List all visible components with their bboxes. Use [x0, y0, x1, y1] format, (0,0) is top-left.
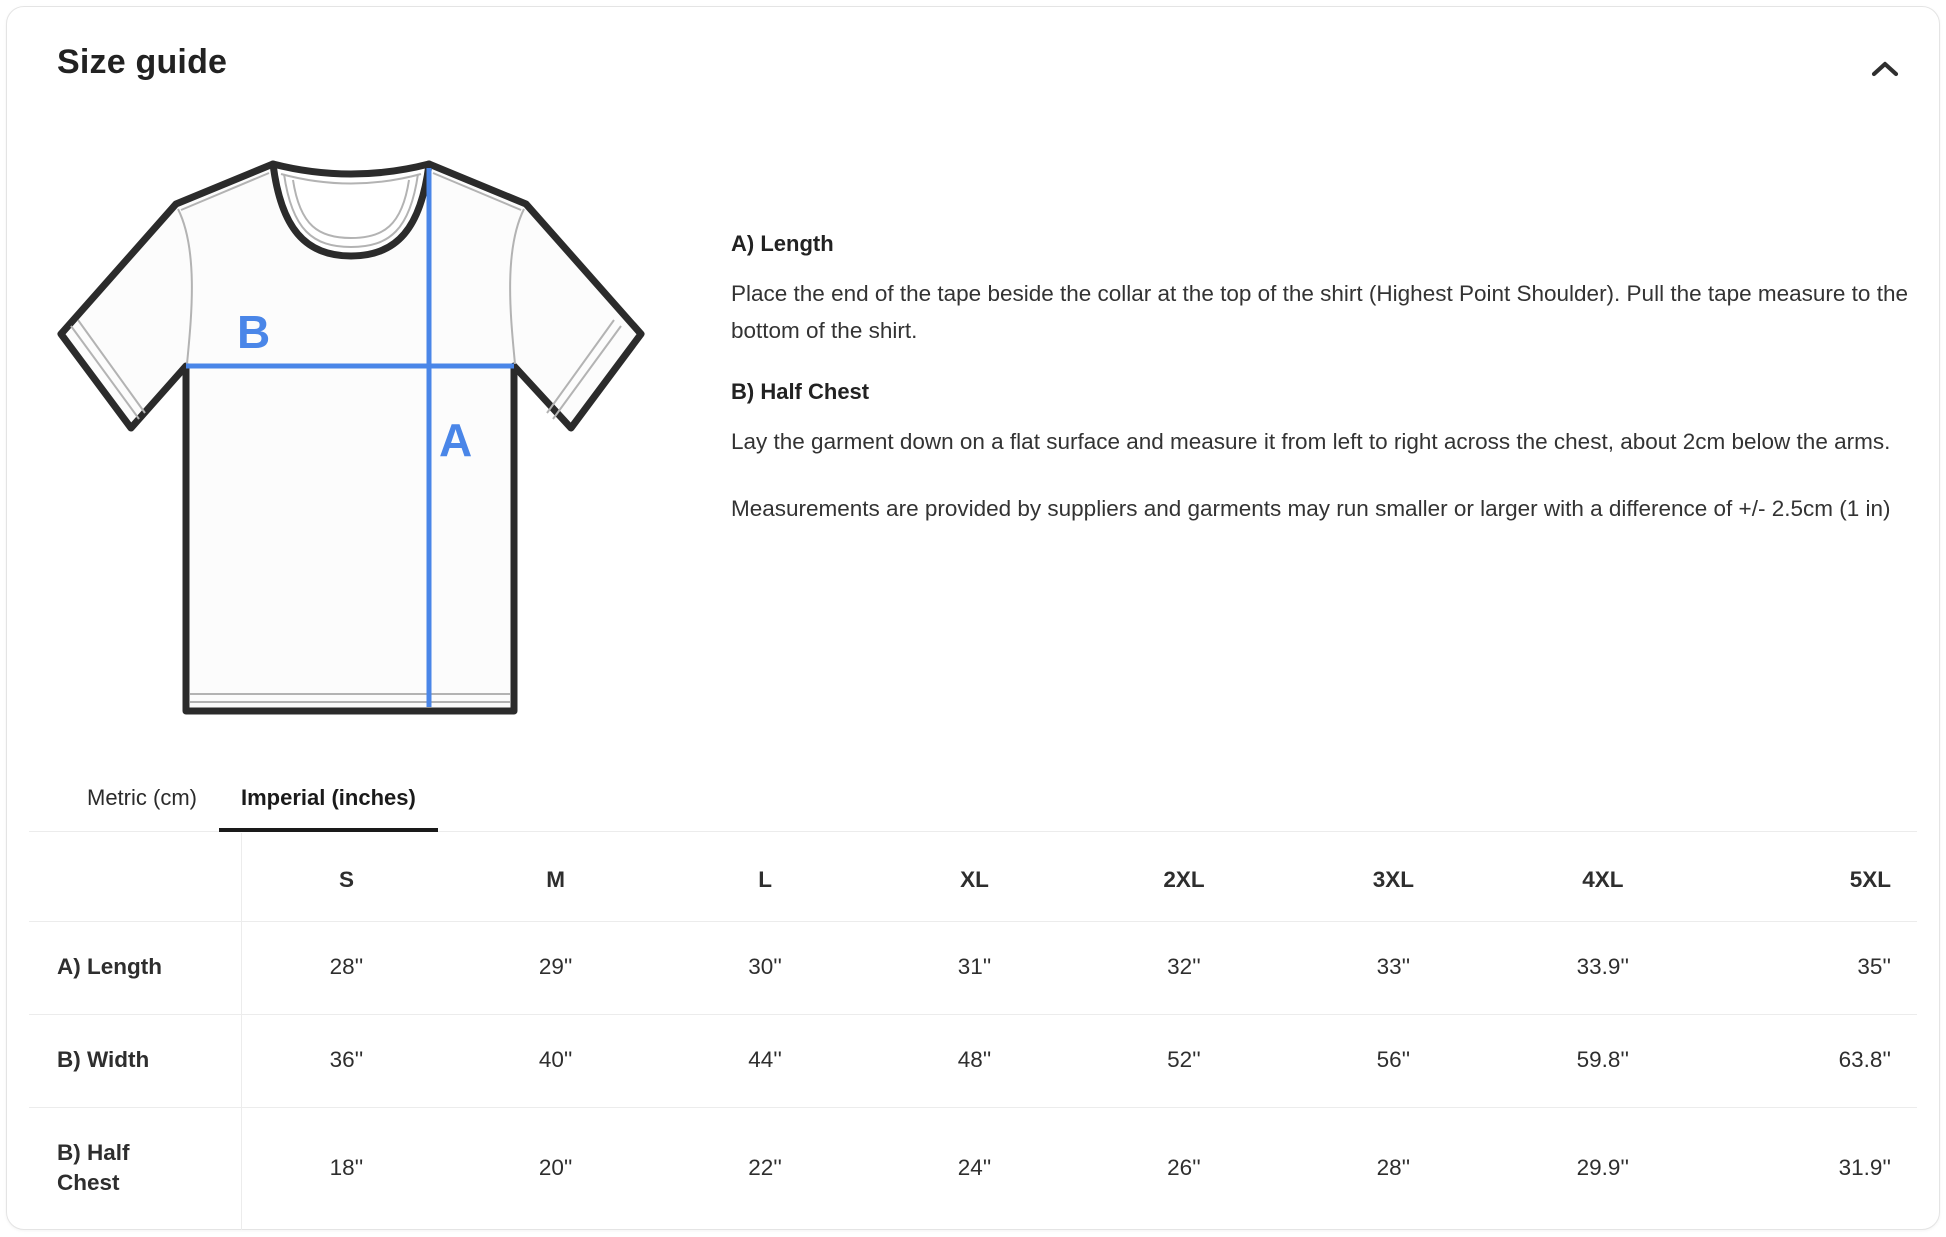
- size-value-cell: 29'': [451, 922, 660, 1015]
- table-row: [29, 922, 1917, 1015]
- size-table-header: [29, 833, 1917, 922]
- measure-label-a: A: [439, 414, 473, 466]
- row-label: B) Half Chest: [57, 1140, 130, 1195]
- tab-metric-cm[interactable]: Metric (cm): [65, 771, 219, 832]
- measurements-note: Measurements are provided by suppliers and garments may run smaller or larger with a difference of +/- 2.5cm (1 in): [731, 496, 1891, 521]
- size-column-header: 2XL: [1079, 833, 1288, 922]
- row-header-cell: [29, 922, 242, 1015]
- size-value-cell: 36'': [242, 1015, 451, 1108]
- size-table-body: [29, 922, 1917, 1231]
- size-value-cell: 24'': [957, 1155, 992, 1180]
- tshirt-collar: [273, 164, 429, 174]
- row-label: A) Length: [57, 954, 162, 979]
- measure-label-b: B: [237, 306, 271, 358]
- size-value-cell: 35'': [1708, 922, 1917, 1015]
- size-table-corner-cell: [29, 833, 242, 922]
- size-value-cell: 22'': [748, 1155, 782, 1180]
- row-label: B) Width: [57, 1047, 150, 1072]
- size-column-header: L: [660, 833, 869, 922]
- measurement-instructions: [731, 231, 1926, 557]
- size-value-cell: 20'': [538, 1155, 573, 1180]
- size-column-header: 4XL: [1498, 833, 1707, 922]
- size-value-cell: 52'': [1079, 1015, 1288, 1108]
- size-value-cell: 63.8'': [1708, 1015, 1917, 1108]
- size-column-header: 3XL: [1289, 833, 1498, 922]
- tshirt-diagram: [41, 126, 651, 726]
- size-value-cell: 33'': [1289, 922, 1498, 1015]
- row-header-cell: [29, 1108, 242, 1231]
- size-column-header: S: [242, 833, 451, 922]
- chevron-up-icon: [1870, 60, 1900, 78]
- collapse-button[interactable]: [1861, 45, 1909, 93]
- size-table-header-row: [29, 833, 1917, 922]
- size-value-cell: 31'': [870, 922, 1079, 1015]
- size-value-cell: 32'': [1079, 922, 1288, 1015]
- size-value-cell: 33.9'': [1498, 922, 1707, 1015]
- half-chest-heading: B) Half Chest: [731, 379, 870, 404]
- size-value-cell: 40'': [451, 1015, 660, 1108]
- size-value-cell: 59.8'': [1498, 1015, 1707, 1108]
- table-row: [29, 1108, 1917, 1231]
- size-value-cell: 29.9'': [1576, 1155, 1630, 1180]
- length-heading: A) Length: [731, 231, 834, 256]
- size-value-cell: 26'': [1167, 1155, 1201, 1180]
- size-column-header: XL: [870, 833, 1079, 922]
- size-value-cell: 48'': [870, 1015, 1079, 1108]
- size-value-cell: 18'': [329, 1155, 364, 1180]
- unit-tabs: [29, 771, 1917, 832]
- size-value-cell: 31.9'': [1838, 1155, 1891, 1180]
- size-guide-panel: [6, 6, 1940, 1230]
- size-value-cell: 56'': [1289, 1015, 1498, 1108]
- size-value-cell: 30'': [660, 922, 869, 1015]
- size-column-header: 5XL: [1708, 833, 1917, 922]
- half-chest-description: Lay the garment down on a flat surface and measure it from left to right across the chest, about 2cm below the arms.: [731, 429, 1891, 454]
- size-value-cell: 28'': [1376, 1155, 1411, 1180]
- row-header-cell: [29, 1015, 242, 1108]
- length-description: Place the end of the tape beside the collar at the top of the shirt (Highest Point Shoulder). Pull the tape measure to the bottom of the shirt.: [731, 281, 1908, 343]
- size-table: [29, 833, 1917, 1230]
- page-title: Size guide: [57, 43, 228, 81]
- tab-imperial-inches[interactable]: Imperial (inches): [219, 771, 438, 832]
- size-value-cell: 44'': [660, 1015, 869, 1108]
- size-column-header: M: [451, 833, 660, 922]
- table-row: [29, 1015, 1917, 1108]
- size-value-cell: 28'': [242, 922, 451, 1015]
